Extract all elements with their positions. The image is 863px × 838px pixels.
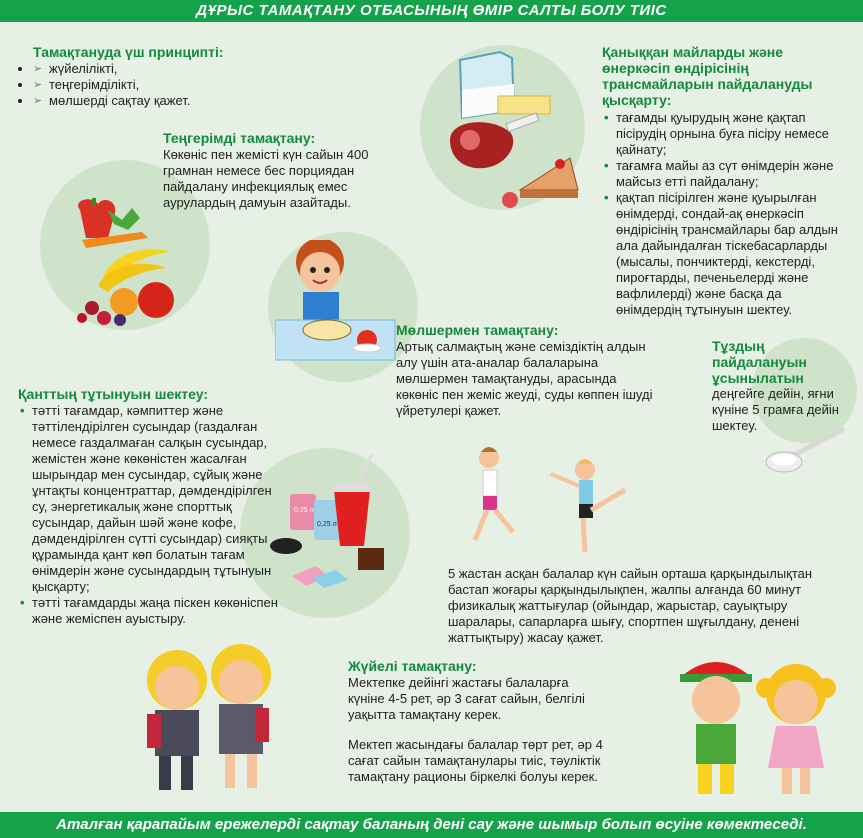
systematic-heading: Жүйелі тамақтану:: [348, 658, 477, 674]
systematic-text-preschool: Мектепке дейінгі жастағы балаларға күніне 4-5 рет, әр 3 сағат сайын, белгілі уақытта тамақтану керек.: [348, 675, 585, 722]
kids-holding-hands-illustration: [664, 648, 854, 808]
school-children-illustration: [125, 640, 295, 808]
portion-heading: Мөлшермен тамақтану:: [396, 322, 559, 338]
fats-list: [602, 110, 842, 318]
list-item: • тәтті тағамдарды жаңа піскен көкөніспен және жеміспен ауыстыру.: [18, 595, 280, 627]
systematic-text-block: [348, 675, 608, 785]
sugar-heading: Қанттың тұтынуын шектеу:: [18, 386, 208, 402]
portion-text: Артық салмақтың және семіздіктің алдын алу үшін ата-аналар балаларына мөлшермен тамақтануды, арасында көкөніс пен жеміс жеуді, суды көппен ішуді үйретулері қажет.: [396, 339, 653, 418]
sugary-drinks-illustration: [262, 450, 412, 600]
balanced-text: Көкөніс пен жемісті күн сайын 400 грамнан немесе бес порциядан пайдалану инфекциялық емес аурулардың дамуын азайтады.: [163, 147, 369, 210]
can-label-left: 0,25 л: [294, 507, 314, 514]
fruits-vegetables-illustration: [62, 190, 190, 340]
salt-text: деңгейге дейін, яғни күніне 5 грамға дейін шектеу.: [712, 386, 839, 433]
balanced-heading: Теңгерімді тамақтану:: [163, 130, 316, 146]
principles-list: [33, 61, 233, 109]
dairy-meat-cake-illustration: [440, 40, 590, 220]
list-item: • тағамды қуырудың және қақтап пісірудің орнына буға пісіру немесе қайнату;: [602, 110, 842, 158]
exercising-children-illustration: [455, 440, 645, 560]
sugar-list: [18, 403, 280, 627]
principles-heading: Тамақтануда үш принципті:: [33, 44, 224, 60]
systematic-text-school: Мектеп жасындағы балалар төрт рет, әр 4 сағат сайын тамақтанулары тиіс, тәуліктік тамақтану рационы біркелкі болуы керек.: [348, 737, 603, 784]
list-item: • тағамға майы аз сүт өнімдерін және майсыз етті пайдалану;: [602, 158, 842, 190]
salt-heading: Тұздың пайдалануын ұсынылатын: [712, 338, 807, 386]
list-item: • қақтап пісірілген және қуырылған өнімдерді, сондай-ақ өнеркәсіп өндірісінің трансмайлары бар алдын ала дайындалған тіскебасарларды (мысалы, пончиктерді, кекстерді, пироғтарды, печеньелерді және вафлилерді) және басқа да өнімдердің тұтынуын шектеу.: [602, 190, 842, 318]
footer-banner: [0, 812, 863, 838]
page-title: ДҰРЫС ТАМАҚТАНУ ОТБАСЫНЫҢ ӨМІР САЛТЫ БОЛУ ТИІС: [196, 2, 667, 19]
can-label-right: 0,25 л: [317, 521, 337, 528]
title-banner: [0, 0, 863, 22]
list-item: ➢ • теңгерімділікті,: [33, 77, 233, 93]
list-item: ➢ • жүйелілікті,: [33, 61, 233, 77]
activity-text: 5 жастан асқан балалар күн сайын орташа қарқындылықтан бастап жоғары қарқындылықпен, жалпы алғанда 60 минут физикалық жаттығулар (ойындар, жарыстар, сауықтыру шаралары, сапарларға шығу, спортпен шұғылдану, денені жаттықтыру) жасау қажет.: [448, 566, 813, 645]
fats-heading: Қаныққан майларды және өнеркәсіп өндірісінің трансмайларын пайдалануды қысқарту:: [602, 44, 813, 108]
list-item: ➢ • мөлшерді сақтау қажет.: [33, 93, 233, 109]
list-item: • тәтті тағамдар, кәмпиттер және тәттілендірілген сусындар (газдалған немесе газдалмаған салқын сусындар, жемістен және көкөністен жасалған шырындар мен сусындар, сұйық және ұнтақты концентраттар, дәмдендірілген су, энергетикалық және спорттық сусындар, дайын шәй және кофе, дәмдендірілген сүтті сусындар) сияқты құрамында қант көп болатын тағам өнімдерін және сусындардың тұтынуын қысқарту;: [18, 403, 280, 595]
salt-spoon-illustration: [762, 424, 846, 476]
footer-text: Аталған қарапайым ережелерді сақтау баланың дені сау және шымыр болып өсуіне көмектеседі.: [56, 816, 807, 833]
